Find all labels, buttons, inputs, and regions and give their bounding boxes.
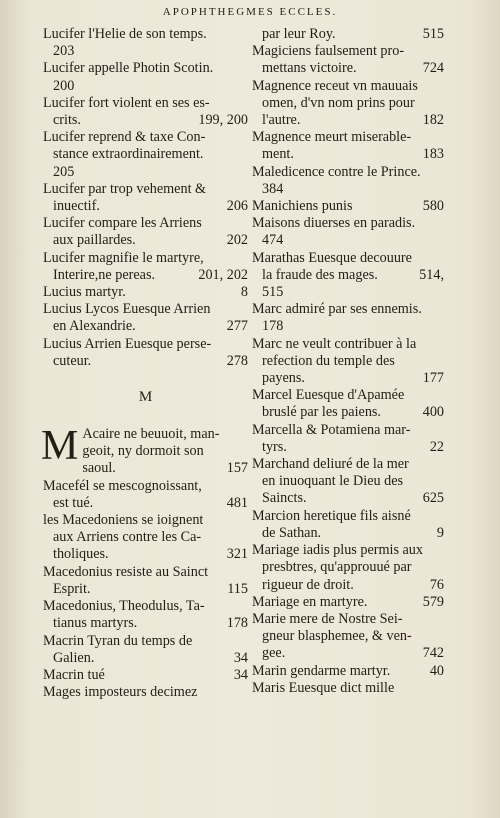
entry-line — [43, 581, 248, 598]
entry-text: 200 — [53, 77, 75, 94]
entry-line — [252, 60, 444, 77]
entry-line — [82, 460, 248, 477]
entry-line — [252, 26, 444, 43]
entry-text: Marc ne veult contribuer à la — [252, 335, 417, 352]
entry-line — [43, 667, 248, 684]
entry-text: de Sathan. — [262, 524, 322, 541]
entry-text: mettans victoire. — [262, 60, 357, 77]
entry-line — [43, 181, 248, 198]
entry-line — [43, 318, 248, 335]
page-reference: 277 — [226, 318, 248, 335]
entry-line — [252, 628, 444, 645]
page-reference: 178 — [226, 615, 248, 632]
entry-text: les Macedoniens se ioignent — [43, 512, 204, 529]
entry-text: Macefél se mescognoissant, — [43, 477, 202, 494]
entry-line — [43, 650, 248, 667]
right-entries — [252, 26, 444, 697]
index-entry — [252, 198, 444, 215]
entry-text: geoit, ny dormoit son — [82, 443, 204, 460]
entry-text: presbtres, qu'approuué par — [262, 559, 412, 576]
entry-line — [43, 546, 248, 563]
entry-text: saoul. — [82, 460, 116, 477]
index-entry — [43, 284, 248, 301]
entry-line — [43, 43, 248, 60]
page-reference: 115 — [227, 580, 248, 597]
entry-text: l'autre. — [262, 112, 301, 129]
entry-line — [252, 542, 444, 559]
page-reference: 9 — [436, 524, 444, 541]
index-entry — [43, 301, 248, 335]
index-entry — [252, 250, 444, 302]
entry-text: 178 — [262, 318, 284, 335]
entry-text: en inuoquant le Dieu des — [262, 473, 404, 490]
entry-line — [252, 250, 444, 267]
entry-line — [252, 611, 444, 628]
entry-line — [252, 318, 444, 335]
entry-line — [252, 508, 444, 525]
left-entries-bottom — [41, 423, 248, 701]
entry-line — [252, 198, 444, 215]
entry-text: Maisons diuerses en paradis. — [252, 215, 416, 232]
index-entry — [41, 423, 248, 478]
entry-text: Marcel Euesque d'Apamée — [252, 387, 405, 404]
page-reference: 742 — [422, 645, 444, 662]
index-entry — [43, 478, 248, 512]
index-entry — [252, 611, 444, 663]
entry-text: 474 — [262, 232, 284, 249]
entry-text: Lucifer compare les Arriens — [43, 215, 202, 232]
entry-text: cuteur. — [53, 352, 92, 369]
entry-line — [252, 577, 444, 594]
entry-text: 384 — [262, 180, 284, 197]
entry-line — [252, 301, 444, 318]
entry-line — [43, 129, 248, 146]
left-column — [43, 26, 248, 701]
index-entry — [43, 129, 248, 181]
entry-text: Manichiens punis — [252, 198, 353, 215]
entry-line — [43, 26, 248, 43]
entry-line — [252, 95, 444, 112]
entry-text: Lucifer magnifie le martyre, — [43, 249, 204, 266]
index-entry — [43, 215, 248, 249]
index-entry — [43, 667, 248, 684]
page-reference: 183 — [422, 146, 444, 163]
page-reference: 514, — [419, 266, 444, 283]
page-reference: 182 — [422, 112, 444, 129]
entry-text: Lucifer reprend & taxe Con- — [43, 129, 206, 146]
entry-text: Lucius martyr. — [43, 284, 126, 301]
index-entry — [252, 387, 444, 421]
entry-line — [43, 564, 248, 581]
index-entry — [252, 663, 444, 680]
entry-text: Lucius Lycos Euesque Arrien — [43, 301, 211, 318]
index-entry — [252, 456, 444, 508]
page-reference: 8 — [240, 284, 248, 301]
entry-line — [43, 301, 248, 318]
entry-text: Magnence meurt miserable- — [252, 129, 412, 146]
entry-line — [43, 478, 248, 495]
entry-line — [252, 456, 444, 473]
entry-text: bruslé par les paiens. — [262, 404, 381, 421]
entry-line — [43, 198, 248, 215]
page-reference: 40 — [429, 662, 444, 679]
entry-line — [252, 473, 444, 490]
entry-text: Maledicence contre le Prince. — [252, 163, 421, 180]
entry-line — [43, 284, 248, 301]
entry-line — [43, 529, 248, 546]
entry-text: par leur Roy. — [262, 26, 336, 42]
entry-text: Marc admiré par ses ennemis. — [252, 301, 422, 318]
index-entry — [252, 422, 444, 456]
index-entry — [252, 43, 444, 77]
entry-text: Mages imposteurs decimez — [43, 684, 198, 701]
index-entry — [252, 215, 444, 249]
entry-line — [43, 112, 248, 129]
entry-text: Galien. — [53, 649, 95, 666]
entry-text: tianus martyrs. — [53, 615, 138, 632]
entry-line — [43, 336, 248, 353]
page-reference: 278 — [226, 352, 248, 369]
page-reference: 199, 200 — [198, 112, 248, 129]
entry-line — [252, 594, 444, 611]
entry-line — [252, 215, 444, 232]
entry-text: Lucius Arrien Euesque perse- — [43, 335, 212, 352]
entry-line — [43, 512, 248, 529]
page-reference: 481 — [226, 494, 248, 511]
index-entry — [252, 78, 444, 130]
page-reference: 515 — [422, 26, 444, 42]
index-entry — [252, 129, 444, 163]
entry-line — [252, 129, 444, 146]
entry-line — [43, 633, 248, 650]
entry-text: Lucifer fort violent en ses es- — [43, 94, 210, 111]
entry-line — [43, 615, 248, 632]
entry-text: 515 — [262, 284, 284, 301]
entry-line — [43, 60, 248, 77]
index-entry — [43, 564, 248, 598]
entry-text: tyrs. — [262, 438, 287, 455]
page-reference: 625 — [422, 490, 444, 507]
entry-line — [252, 146, 444, 163]
index-entry — [252, 680, 444, 697]
index-entry — [43, 684, 248, 701]
entry-line — [252, 78, 444, 95]
index-entry — [252, 301, 444, 335]
page-reference: 202 — [226, 232, 248, 249]
entry-line — [43, 164, 248, 181]
page-reference: 201, 202 — [198, 266, 248, 283]
entry-text: payens. — [262, 370, 305, 387]
running-header: APOPHTHEGMES ECCLES. — [162, 6, 338, 18]
entry-line — [43, 495, 248, 512]
entry-text: aux Arriens contre les Ca- — [53, 529, 202, 546]
entry-text: Mariage en martyre. — [252, 593, 368, 610]
index-entry — [252, 542, 444, 594]
entry-text: Marie mere de Nostre Sei- — [252, 610, 403, 627]
entry-text: aux paillardes. — [53, 232, 136, 249]
entry-line — [252, 645, 444, 662]
page-reference: 321 — [226, 546, 248, 563]
entry-line — [43, 215, 248, 232]
entry-text: gee. — [262, 645, 286, 662]
index-entry — [252, 594, 444, 611]
right-column — [252, 26, 444, 697]
index-entry — [43, 26, 248, 60]
entry-line — [252, 112, 444, 129]
entry-text: 205 — [53, 163, 75, 180]
index-entry — [43, 512, 248, 564]
entry-line — [252, 680, 444, 697]
entry-text: gneur blasphemee, & ven- — [262, 628, 412, 645]
entry-line — [43, 250, 248, 267]
entry-text: est tué. — [53, 494, 94, 511]
page-reference: 400 — [422, 404, 444, 421]
entry-text: Marcella & Potamiena mar- — [252, 421, 411, 438]
page-reference: 177 — [422, 370, 444, 387]
entry-line — [43, 78, 248, 95]
index-entry — [252, 164, 444, 198]
entry-line — [82, 426, 248, 443]
entry-text: la fraude des mages. — [262, 266, 378, 283]
index-entry — [43, 250, 248, 284]
index-entry — [252, 26, 444, 43]
index-entry — [252, 336, 444, 388]
entry-line — [43, 146, 248, 163]
entry-line — [252, 663, 444, 680]
page-reference: 34 — [233, 649, 248, 666]
page-reference: 76 — [429, 576, 444, 593]
entry-text: 203 — [53, 43, 75, 60]
entry-line — [82, 443, 248, 460]
left-entries-top — [43, 26, 248, 370]
entry-text: en Alexandrie. — [53, 318, 136, 335]
entry-line — [252, 559, 444, 576]
entry-text: Marin gendarme martyr. — [252, 662, 391, 679]
page-reference: 206 — [226, 198, 248, 215]
entry-line — [252, 525, 444, 542]
entry-text: Mariage iadis plus permis aux — [252, 542, 423, 559]
index-entry — [43, 60, 248, 94]
entry-line — [252, 404, 444, 421]
entry-text: Lucifer appelle Photin Scotin. — [43, 60, 214, 77]
entry-text: Lucifer par trop vehement & — [43, 180, 207, 197]
entry-text: Marchand deliuré de la mer — [252, 456, 409, 473]
index-entry — [43, 181, 248, 215]
entry-line — [252, 181, 444, 198]
entry-line — [43, 232, 248, 249]
entry-text: Lucifer l'Helie de son temps. — [43, 26, 207, 42]
entry-text: Esprit. — [53, 580, 91, 597]
entry-line — [252, 232, 444, 249]
entry-text: Macrin Tyran du temps de — [43, 632, 193, 649]
entry-text: Marathas Euesque decouure — [252, 249, 412, 266]
entry-text: Magiciens faulsement pro- — [252, 43, 405, 60]
page-reference: 34 — [233, 666, 248, 683]
entry-line — [252, 370, 444, 387]
index-entry — [43, 598, 248, 632]
page-reference: 22 — [429, 438, 444, 455]
entry-line — [43, 598, 248, 615]
page-reference: 157 — [226, 460, 248, 477]
entry-line — [252, 387, 444, 404]
entry-text: ment. — [262, 146, 294, 163]
entry-text: omen, d'vn nom prins pour — [262, 94, 415, 111]
page-reference: 580 — [422, 198, 444, 215]
entry-text: Saincts. — [262, 490, 307, 507]
entry-text: inuectif. — [53, 198, 100, 215]
entry-line — [252, 284, 444, 301]
entry-line — [252, 43, 444, 60]
index-entry — [43, 336, 248, 370]
entry-text: Interire,ne pereas. — [53, 266, 156, 283]
entry-line — [43, 684, 248, 701]
drop-cap: M — [41, 423, 79, 470]
page-reference: 724 — [422, 60, 444, 77]
page-reference: 579 — [422, 593, 444, 610]
entry-text: Macrin tué — [43, 666, 105, 683]
entry-text: Macedonius, Theodulus, Ta- — [43, 598, 205, 615]
index-entry — [43, 633, 248, 667]
entry-text: rigueur de droit. — [262, 576, 354, 593]
entry-line — [252, 353, 444, 370]
entry-text: Macedonius resiste au Sainct — [43, 563, 209, 580]
entry-line — [43, 267, 248, 284]
entry-text: tholiques. — [53, 546, 109, 563]
entry-line — [252, 336, 444, 353]
entry-text: Acaire ne beuuoit, man- — [82, 426, 220, 443]
entry-text: Maris Euesque dict mille — [252, 679, 395, 696]
entry-line — [252, 422, 444, 439]
index-entry — [43, 95, 248, 129]
entry-text: Magnence receut vn mauuais — [252, 77, 418, 94]
entry-line — [43, 95, 248, 112]
entry-line — [252, 490, 444, 507]
entry-text: crits. — [53, 112, 81, 129]
entry-line — [252, 164, 444, 181]
index-entry — [252, 508, 444, 542]
entry-line — [43, 353, 248, 370]
entry-text: stance extraordinairement. — [53, 146, 204, 163]
entry-text: refection du temple des — [262, 352, 395, 369]
entry-text: Marcion heretique fils aisné — [252, 507, 411, 524]
entry-line — [252, 267, 444, 284]
section-letter: M — [138, 389, 153, 406]
entry-line — [252, 439, 444, 456]
